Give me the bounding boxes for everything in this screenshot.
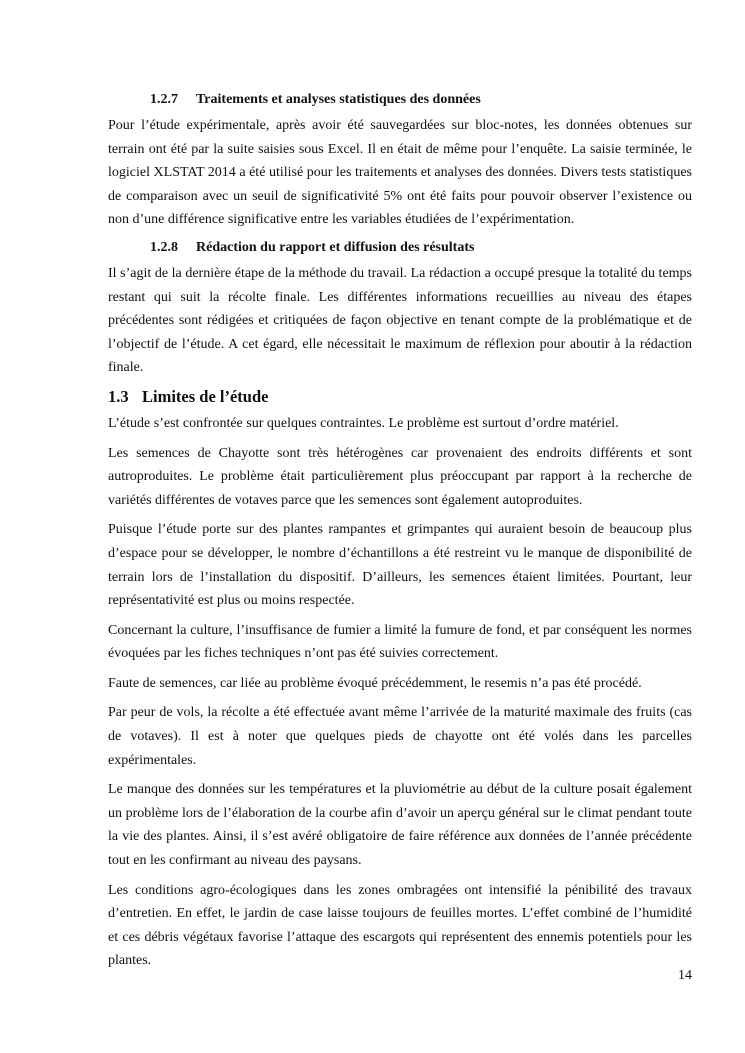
paragraph: Pour l’étude expérimentale, après avoir été sauvegardées sur bloc-notes, les données obtenues sur terrain ont été par la suite saisies sous Excel. Il en était de même pour l’enquête. La saisie terminée, le logiciel XLSTAT 2014 a été utilisé pour les traitements et analyses des données. Divers tests statistiques de comparaison avec un seuil de significativité 5% ont été faits pour pouvoir observer l’existence ou non d’une différence significative entre les variables étudiées de l’expérimentation. — [108, 118, 692, 228]
section-title: Traitements et analyses statistiques des données — [196, 92, 481, 107]
paragraph: Il s’agit de la dernière étape de la méthode du travail. La rédaction a occupé presque la totalité du temps restant qui suit la récolte finale. Les différentes informations recueillies au niveau des étapes précédentes sont rédigées et critiquées de façon objective en tenant compte de la problématique et de l’objectif de l’étude. A cet égard, elle nécessitait le maximum de réflexion pour aboutir à la rédaction finale. — [108, 265, 692, 376]
section-title: Limites de l’étude — [142, 386, 269, 406]
document-page — [108, 90, 692, 979]
section-number: 1.2.7 — [150, 92, 178, 107]
paragraph: Concernant la culture, l’insuffisance de fumier a limité la fumure de fond, et par conséquent les normes évoquées par les fiches techniques n’ont pas été suivies correctement. — [108, 622, 692, 662]
paragraph: Les conditions agro-écologiques dans les zones ombragées ont intensifié la pénibilité des travaux d’entretien. En effet, le jardin de case laisse toujours de feuilles mortes. L’effet combiné de l’humidité et ces débris végétaux favorise l’attaque des escargots qui représentent des ennemis potentiels pour les plantes. — [108, 882, 692, 969]
section-heading-1-2-7 — [108, 90, 692, 110]
section-title: Rédaction du rapport et diffusion des résultats — [196, 239, 475, 255]
paragraph: L’étude s’est confrontée sur quelques contraintes. Le problème est surtout d’ordre matériel. — [108, 415, 619, 431]
paragraph: Faute de semences, car liée au problème évoqué précédemment, le resemis n’a pas été procédé. — [108, 675, 642, 691]
paragraph: Par peur de vols, la récolte a été effectuée avant même l’arrivée de la maturité maximale des fruits (cas de votaves). Il est à noter que quelques pieds de chayotte ont été volés dans les parcelles expérimentales. — [108, 705, 692, 768]
paragraph: Puisque l’étude porte sur des plantes rampantes et grimpantes qui auraient besoin de beaucoup plus d’espace pour se développer, le nombre d’échantillons a été restreint vu le manque de disponibilité de terrain lors de l’installation du dispositif. D’ailleurs, les semences étaient limitées. Pourtant, leur représentativité est plus ou moins respectée. — [108, 522, 692, 609]
section-number: 1.2.8 — [150, 239, 178, 255]
paragraph: Le manque des données sur les températures et la pluviométrie au début de la culture posait également un problème lors de l’élaboration de la courbe afin d’avoir un aperçu général sur le climat pendant toute la vie des plantes. Ainsi, il s’est avéré obligatoire de faire référence aux données de l’année précédente tout en les confirmant au niveau des paysans. — [108, 782, 692, 869]
section-number: 1.3 — [108, 386, 129, 406]
section-heading-1-3 — [108, 386, 692, 408]
paragraph: Les semences de Chayotte sont très hétérogènes car provenaient des endroits différents et sont autroproduites. Le problème était particulièrement plus préoccupant par rapport à la recherche de variétés différentes de votaves parce que les semences sont également autoproduites. — [108, 445, 692, 508]
page-number: 14 — [678, 968, 692, 983]
section-heading-1-2-8 — [108, 238, 692, 258]
